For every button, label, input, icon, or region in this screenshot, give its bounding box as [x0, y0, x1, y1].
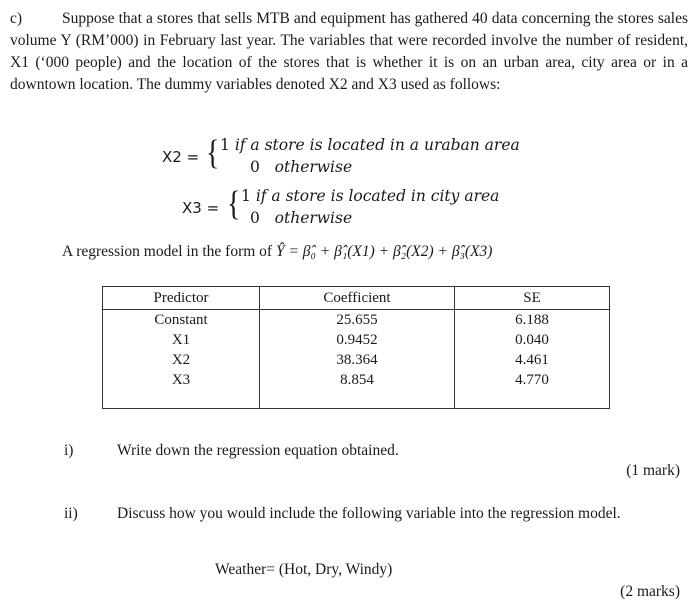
predictor-cell: Constant: [154, 312, 208, 328]
se-cell: 6.188: [455, 310, 610, 331]
x3-case1-value: 1: [241, 187, 251, 205]
x3-case2-text: otherwise: [274, 209, 353, 227]
x3-brace: {: [227, 185, 241, 224]
header-coefficient: Coefficient: [260, 287, 455, 310]
x2-case2-text: otherwise: [274, 158, 353, 176]
header-se: SE: [455, 287, 610, 310]
x3-lhs: X3 =: [182, 199, 220, 217]
question-2-text: Discuss how you would include the following variable into the regression model.: [117, 505, 621, 522]
weather-line: Weather= (Hot, Dry, Windy): [215, 561, 393, 578]
intro-text: Suppose that a stores that sells MTB and equipment has gathered 40 data concerning the stores sales volume Y (RM’000) in February last year. The variables that were recorded involve the number of resident, X1 (‘000 people) and the location of the stores that is whether it is on an urban area, city area or in a downtown location. The dummy variables denoted X2 and X3 used as follows:: [10, 10, 688, 93]
x2-case2: [250, 158, 352, 176]
predictor-cell: X2: [171, 352, 191, 368]
predictor-cell: X3: [171, 372, 191, 388]
x2-case1-value: 1: [220, 136, 230, 154]
question-1-number: i): [64, 442, 74, 459]
x3-case2: [250, 209, 352, 227]
predictor-cell: X1: [171, 332, 191, 348]
question-2-number: ii): [64, 505, 78, 522]
regression-table: [102, 286, 610, 409]
model-intro: A regression model in the form of: [62, 243, 273, 260]
question-2-marks: (2 marks): [620, 583, 680, 600]
header-predictor: Predictor: [103, 287, 260, 310]
question-1-text: Write down the regression equation obtained.: [117, 442, 399, 459]
model-formula: Ŷ = β̂₀ + β̂₁(X1) + β̂₂(X2) + β̂₃(X3): [275, 243, 493, 260]
question-1-marks: (1 mark): [626, 462, 680, 479]
x2-case1-text: if a store is located in a uraban area: [234, 136, 520, 154]
se-cell: 4.770: [455, 370, 610, 408]
x2-brace: {: [206, 134, 220, 173]
table-row: [103, 310, 610, 331]
x3-case2-value: 0: [250, 209, 260, 227]
table-row: [103, 350, 610, 370]
se-cell: 0.040: [455, 330, 610, 350]
x3-case1-text: if a store is located in city area: [255, 187, 500, 205]
part-label: c): [10, 10, 23, 27]
intro-paragraph: [10, 8, 688, 96]
x2-case1: [220, 136, 520, 154]
coefficient-cell: 38.364: [260, 350, 455, 370]
se-cell: 4.461: [455, 350, 610, 370]
coefficient-cell: 8.854: [260, 370, 455, 408]
model-line: [62, 243, 492, 261]
x2-case2-value: 0: [250, 158, 260, 176]
coefficient-cell: 25.655: [260, 310, 455, 331]
table-header-row: [103, 287, 610, 310]
x2-lhs: X2 =: [162, 148, 200, 166]
x3-case1: [241, 187, 499, 205]
table-row: [103, 370, 610, 408]
table-row: [103, 330, 610, 350]
coefficient-cell: 0.9452: [260, 330, 455, 350]
